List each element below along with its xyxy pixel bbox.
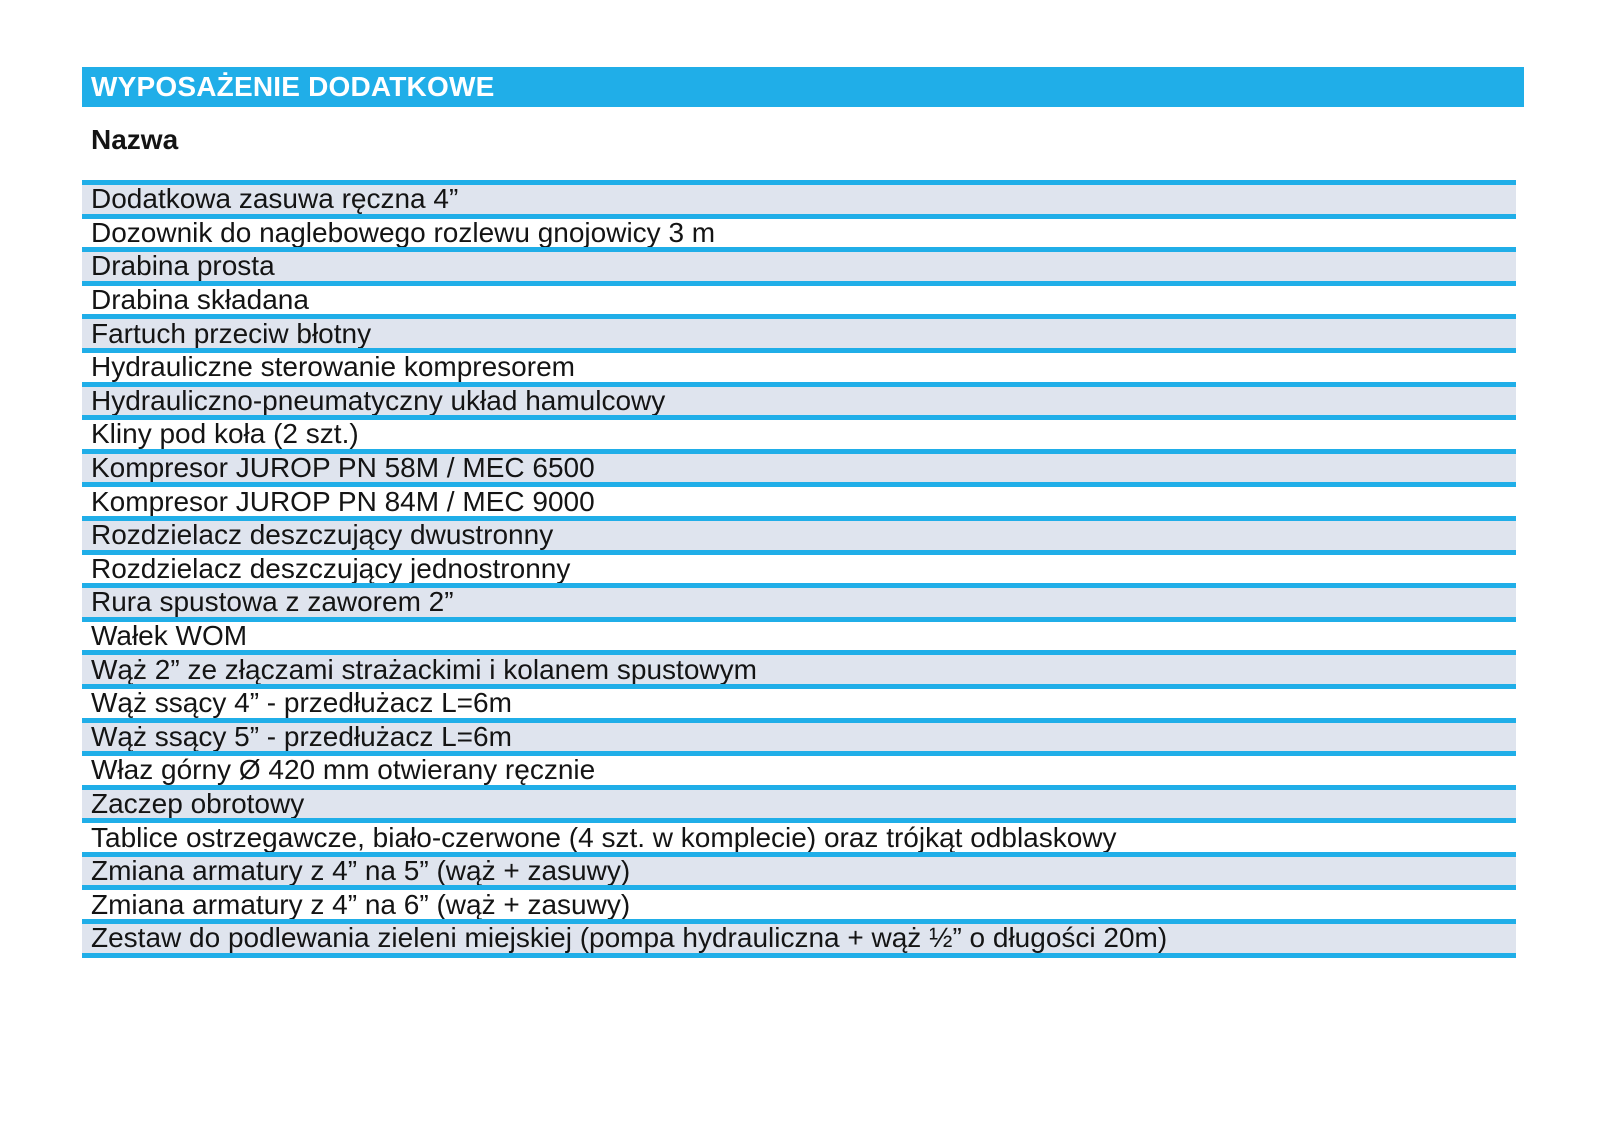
table-row (82, 689, 1516, 723)
table-row (82, 319, 1516, 353)
table-row (82, 353, 1516, 387)
table-row (82, 252, 1516, 286)
table-row (82, 555, 1516, 589)
table-row (82, 521, 1516, 555)
row-label: Tablice ostrzegawcze, biało-czerwone (4 szt. w komplecie) oraz trójkąt odblaskowy (91, 823, 1117, 853)
table-row (82, 823, 1516, 857)
row-label: Wąż ssący 5” - przedłużacz L=6m (91, 722, 512, 752)
table-row (82, 219, 1516, 253)
row-label: Kompresor JUROP PN 84M / MEC 9000 (91, 487, 595, 517)
row-label: Zaczep obrotowy (91, 789, 305, 819)
table-row (82, 857, 1516, 891)
table-row (82, 790, 1516, 824)
table-row (82, 286, 1516, 320)
row-label: Wąż ssący 4” - przedłużacz L=6m (91, 688, 512, 719)
row-label: Hydrauliczne sterowanie kompresorem (91, 352, 575, 383)
table-row (82, 890, 1516, 924)
row-label: Wąż 2” ze złączami strażackimi i kolanem spustowym (91, 655, 757, 685)
row-label: Kliny pod koła (2 szt.) (91, 420, 359, 450)
table-row (82, 655, 1516, 689)
table-row (82, 454, 1516, 488)
table-row (82, 387, 1516, 421)
row-label: Hydrauliczno-pneumatyczny układ hamulcowy (91, 386, 666, 416)
row-label: Fartuch przeciw błotny (91, 319, 372, 349)
row-label: Właz górny Ø 420 mm otwierany ręcznie (91, 756, 596, 786)
column-header-nazwa: Nazwa (91, 124, 179, 155)
table-row (82, 756, 1516, 790)
equipment-table (82, 180, 1516, 958)
table-row (82, 487, 1516, 521)
row-label: Drabina składana (91, 285, 309, 316)
row-label: Zmiana armatury z 4” na 6” (wąż + zasuwy) (91, 890, 631, 920)
row-label: Zestaw do podlewania zieleni miejskiej (pompa hydrauliczna + wąż ½” o długości 20m) (91, 924, 1168, 954)
row-label: Dozownik do naglebowego rozlewu gnojowicy 3 m (91, 218, 716, 248)
row-label: Rura spustowa z zaworem 2” (91, 588, 454, 618)
section-header-bar (82, 67, 1524, 107)
table-row (82, 588, 1516, 622)
table-row (82, 924, 1516, 958)
row-label: Zmiana armatury z 4” na 5” (wąż + zasuwy) (91, 856, 631, 887)
row-label: Kompresor JUROP PN 58M / MEC 6500 (91, 453, 595, 484)
row-label: Wałek WOM (91, 621, 248, 652)
row-label: Drabina prosta (91, 252, 275, 282)
table-row (82, 420, 1516, 454)
row-label: Rozdzielacz deszczujący dwustronny (91, 520, 554, 551)
table-row (82, 723, 1516, 757)
table-row (82, 622, 1516, 656)
section-title: WYPOSAŻENIE DODATKOWE (91, 71, 495, 102)
row-label: Dodatkowa zasuwa ręczna 4” (91, 185, 459, 215)
row-label: Rozdzielacz deszczujący jednostronny (91, 554, 571, 584)
table-row (82, 185, 1516, 219)
